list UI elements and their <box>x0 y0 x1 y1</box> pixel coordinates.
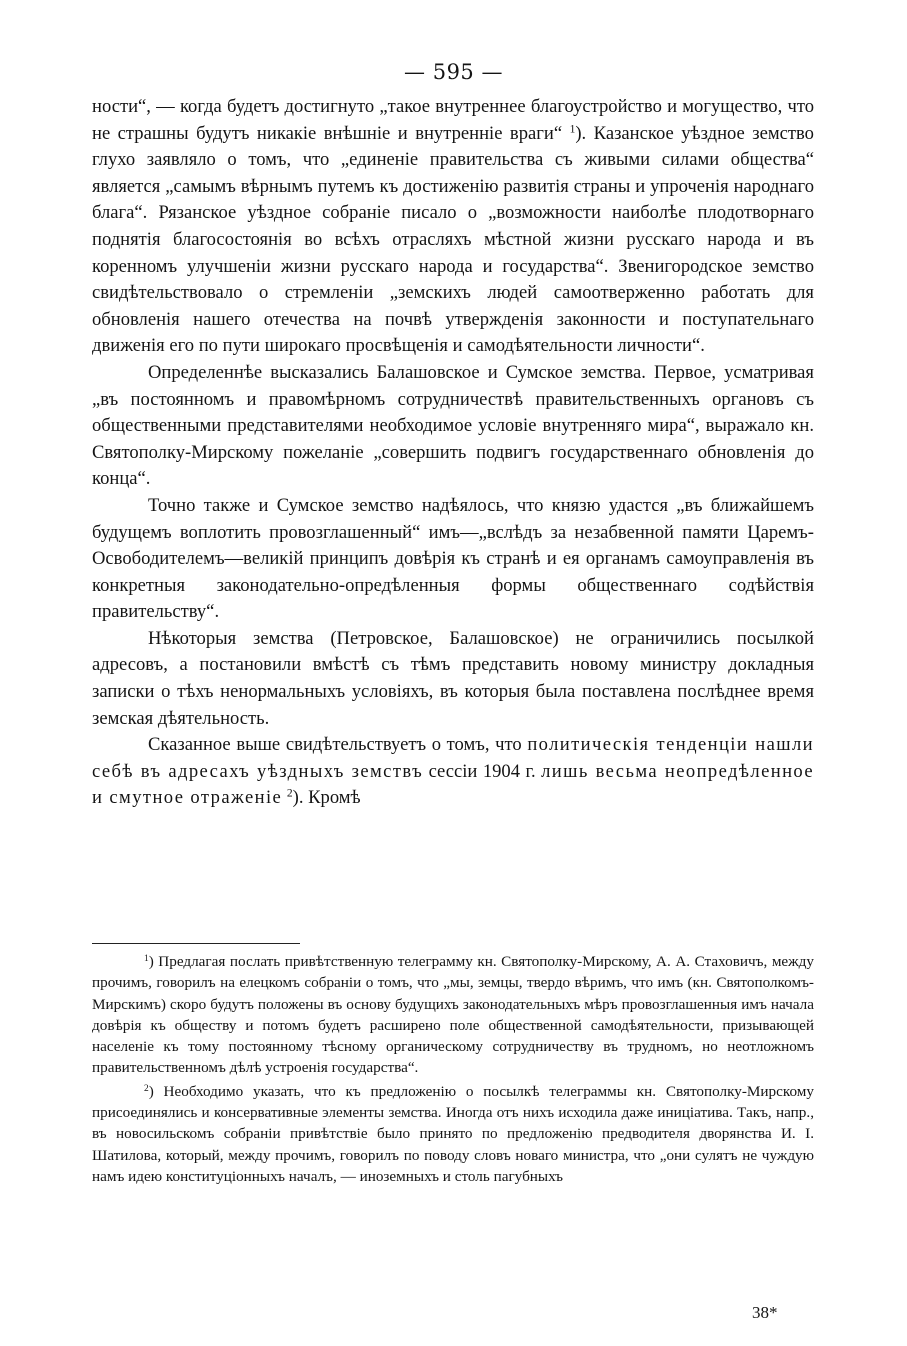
paragraph-5-spaced-2: лишь весьма неопредѣленное и смутное отраженіе <box>92 760 814 809</box>
footnote-2-marker: 2 <box>144 1083 149 1094</box>
paragraph-1 <box>92 94 814 360</box>
paragraph-5-spaced-1: политическія тенденціи нашли себѣ въ адресахъ уѣздныхъ земствъ <box>92 734 815 782</box>
footnote-divider <box>92 943 300 944</box>
footnote-ref-2: 2 <box>286 788 293 801</box>
footnotes <box>92 951 814 1187</box>
paragraph-5-c: ). Кромѣ <box>292 787 361 809</box>
paragraph-1-rest: ). Казанское уѣздное земство глухо заявляло о томъ, что „единеніе правительства съ живыми силами общества“ является „самымъ вѣрнымъ путемъ къ достиженію развитія страны и упроченія народнаго блага“. Рязанское уѣздное собраніе писало о „возможности наиболѣе плодотворнаго поднятія благосостоянія во всѣхъ отрасляхъ мѣстной жизни русскаго народа и въ коренномъ улучшеніи жизни русскаго народа и государства“. Звенигородское земство свидѣтельствовало о стремленіи „земскихъ людей самоотверженно работать для обновленія нашего отечества на почвѣ утвержденія законности и поступательнаго движенія его по пути широкаго просвѣщенія и самодѣятельности личности“. <box>92 122 814 357</box>
main-text <box>92 94 814 812</box>
footnote-ref-1: 1 <box>569 123 576 136</box>
page-number: — 595 — <box>404 60 503 84</box>
footnote-1 <box>92 951 814 1079</box>
footnote-1-text: ) Предлагая послать привѣтственную телеграмму кн. Святополку-Мирскому, А. А. Стаховичъ, между прочимъ, говорилъ на елецкомъ собраніи о томъ, что „мы, земцы, твердо вѣримъ, что имъ (кн. Святополкомъ-Мирскимъ) скоро будутъ положены въ основу будущихъ законодательныхъ мѣръ провозглашенныя имъ начала довѣрія къ обществу и потомъ будетъ расширено поле общественной самодѣятельности, призывающей населеніе къ тому постоянному тѣсному органическому сотрудничеству въ трудномъ, но неотложномъ правительственномъ дѣлѣ устроенія государства“. <box>92 953 814 1077</box>
paragraph-5 <box>92 732 814 812</box>
paragraph-5-a: Сказанное выше свидѣтельствуетъ о томъ, что <box>148 734 528 756</box>
footnote-1-marker: 1 <box>144 953 149 964</box>
footnote-2 <box>92 1081 814 1187</box>
paragraph-3: Точно также и Сумское земство надѣялось, что князю удастся „въ ближайшемъ будущемъ воплотить провозглашенный“ имъ—„вслѣдъ за незабвенной памяти Царемъ-Освободителемъ—великій принципъ довѣрія къ странѣ и ея органамъ самоуправленія въ конкретныя законодательно-опредѣленныя формы общественнаго содѣйствія правительству“. <box>92 494 814 623</box>
paragraph-4: Нѣкоторыя земства (Петровское, Балашовское) не ограничились посылкой адресовъ, а постановили вмѣстѣ съ тѣмъ представить новому министру докладныя записки о тѣхъ ненормальныхъ условіяхъ, въ которыя была поставлена послѣднее время земская дѣятельность. <box>92 627 814 729</box>
printer-signature-mark: 38* <box>752 1303 778 1322</box>
paragraph-2: Определеннѣе высказались Балашовское и Сумское земства. Первое, усматривая „въ постоянномъ и правомѣрномъ сотрудничествѣ правительственныхъ органовъ съ общественными представителями необходимое условіе внутренняго мира“, выражало кн. Святополку-Мирскому пожеланіе „совершить подвигъ государственнаго обновленія до конца“. <box>92 361 814 490</box>
footnote-2-text: ) Необходимо указать, что къ предложенію о посылкѣ телеграммы кн. Святополку-Мирскому присоединялись и консервативные элементы земства. Иногда отъ нихъ исходила даже иниціатива. Такъ, напр., въ новосильскомъ собраніи привѣтствіе было принято по предложенію предводителя дворянства И. І. Шатилова, который, между прочимъ, говорилъ по поводу словъ новаго министра, что „они сулятъ не чуждую намъ идею конституціонныхъ началъ, — иноземныхъ и столь пагубныхъ <box>92 1082 814 1185</box>
paragraph-5-b: сессіи 1904 г. <box>423 760 542 782</box>
paragraph-1-start: ности“, — когда будетъ достигнуто „такое внутреннее благоустройство и могущество, что не страшны будутъ никакіе внѣшніе и внутренніе враги“ <box>92 96 814 144</box>
